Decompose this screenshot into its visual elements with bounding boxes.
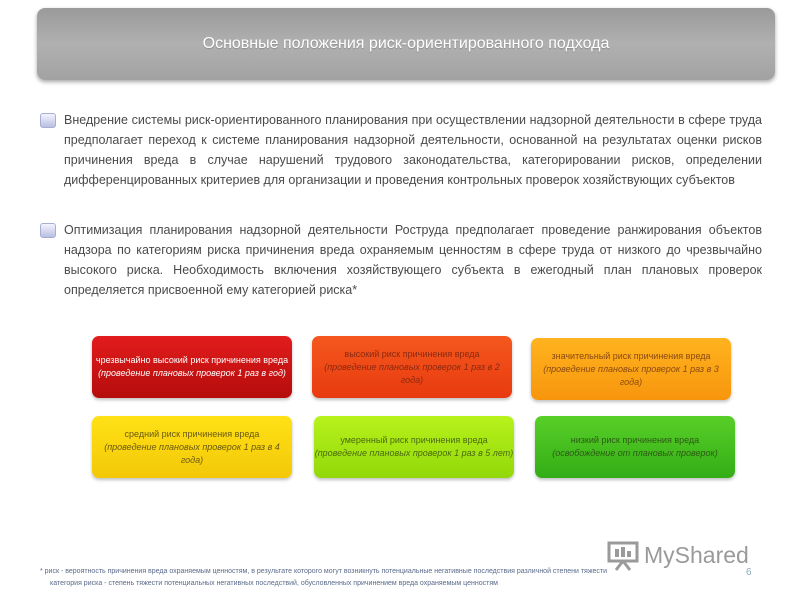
footnote-line-2: категория риска - степень тяжести потенциальных негативных последствий, обусловленных причинением вреда охраняемым ценностям: [50, 580, 498, 587]
risk-card-title: значительный риск причинения вреда: [551, 350, 711, 361]
risk-card-sub: (проведение плановых проверок 1 раз в 2 года): [324, 361, 500, 385]
paragraph-1: [64, 110, 762, 190]
risk-card-sub: (проведение плановых проверок 1 раз в 4 года): [104, 441, 280, 465]
risk-card-sub: (проведение плановых проверок 1 раз в 3 года): [543, 363, 719, 387]
slide-title-bar: [37, 8, 775, 80]
risk-card-extremely-high: [92, 336, 292, 398]
footnote: [40, 566, 740, 590]
logo-text: MyShared: [644, 541, 749, 568]
paragraph-2: [64, 220, 762, 300]
paragraph-2-text: Оптимизация планирования надзорной деятельности Роструда предполагает проведение ранжирования объектов надзора по категориям риска причинения вреда охраняемым ценностям в сфере труда от низкого до чрезвычайно высокого риска. Необходимость включения хозяйствующего субъекта в ежегодный план плановых проверок определяется присвоенной ему категорией риска*: [64, 223, 762, 297]
risk-card-sub: (проведение плановых проверок 1 раз в год): [98, 368, 286, 378]
risk-card-title: низкий риск причинения вреда: [570, 435, 700, 445]
risk-card-medium: [92, 416, 292, 478]
bullet-icon: [40, 113, 56, 128]
footnote-line-1: * риск - вероятность причинения вреда охраняемым ценностям, в результате которого могут возникнуть потенциальные негативные последствия различной степени тяжести: [40, 568, 608, 575]
paragraph-1-text: Внедрение системы риск-ориентированного планирования при осуществлении надзорной деятельности в сфере труда предполагает переход к системе планирования надзорной деятельности, основанной на результатах оценки рисков причинения вреда в случае нарушений трудового законодательства, категорировании рисков, определении дифференцированных критериев для организации и проведения контрольных проверок хозяйствующих субъектов: [64, 113, 762, 187]
risk-card-title: средний риск причинения вреда: [124, 428, 260, 439]
bullet-icon: [40, 223, 56, 238]
risk-card-sub: (проведение плановых проверок 1 раз в 5 лет): [314, 448, 514, 458]
risk-card-low: [535, 416, 735, 478]
risk-card-sub: (освобождение от плановых проверок): [552, 448, 718, 458]
risk-card-title: чрезвычайно высокий риск причинения вреда: [95, 355, 289, 365]
risk-card-significant: [531, 338, 731, 400]
page-number: 6: [746, 567, 752, 578]
risk-card-title: высокий риск причинения вреда: [344, 348, 480, 359]
risk-card-title: умеренный риск причинения вреда: [340, 435, 488, 445]
risk-card-moderate: [314, 416, 514, 478]
risk-card-high: [312, 336, 512, 398]
slide-title: Основные положения риск-ориентированного подхода: [202, 35, 610, 52]
